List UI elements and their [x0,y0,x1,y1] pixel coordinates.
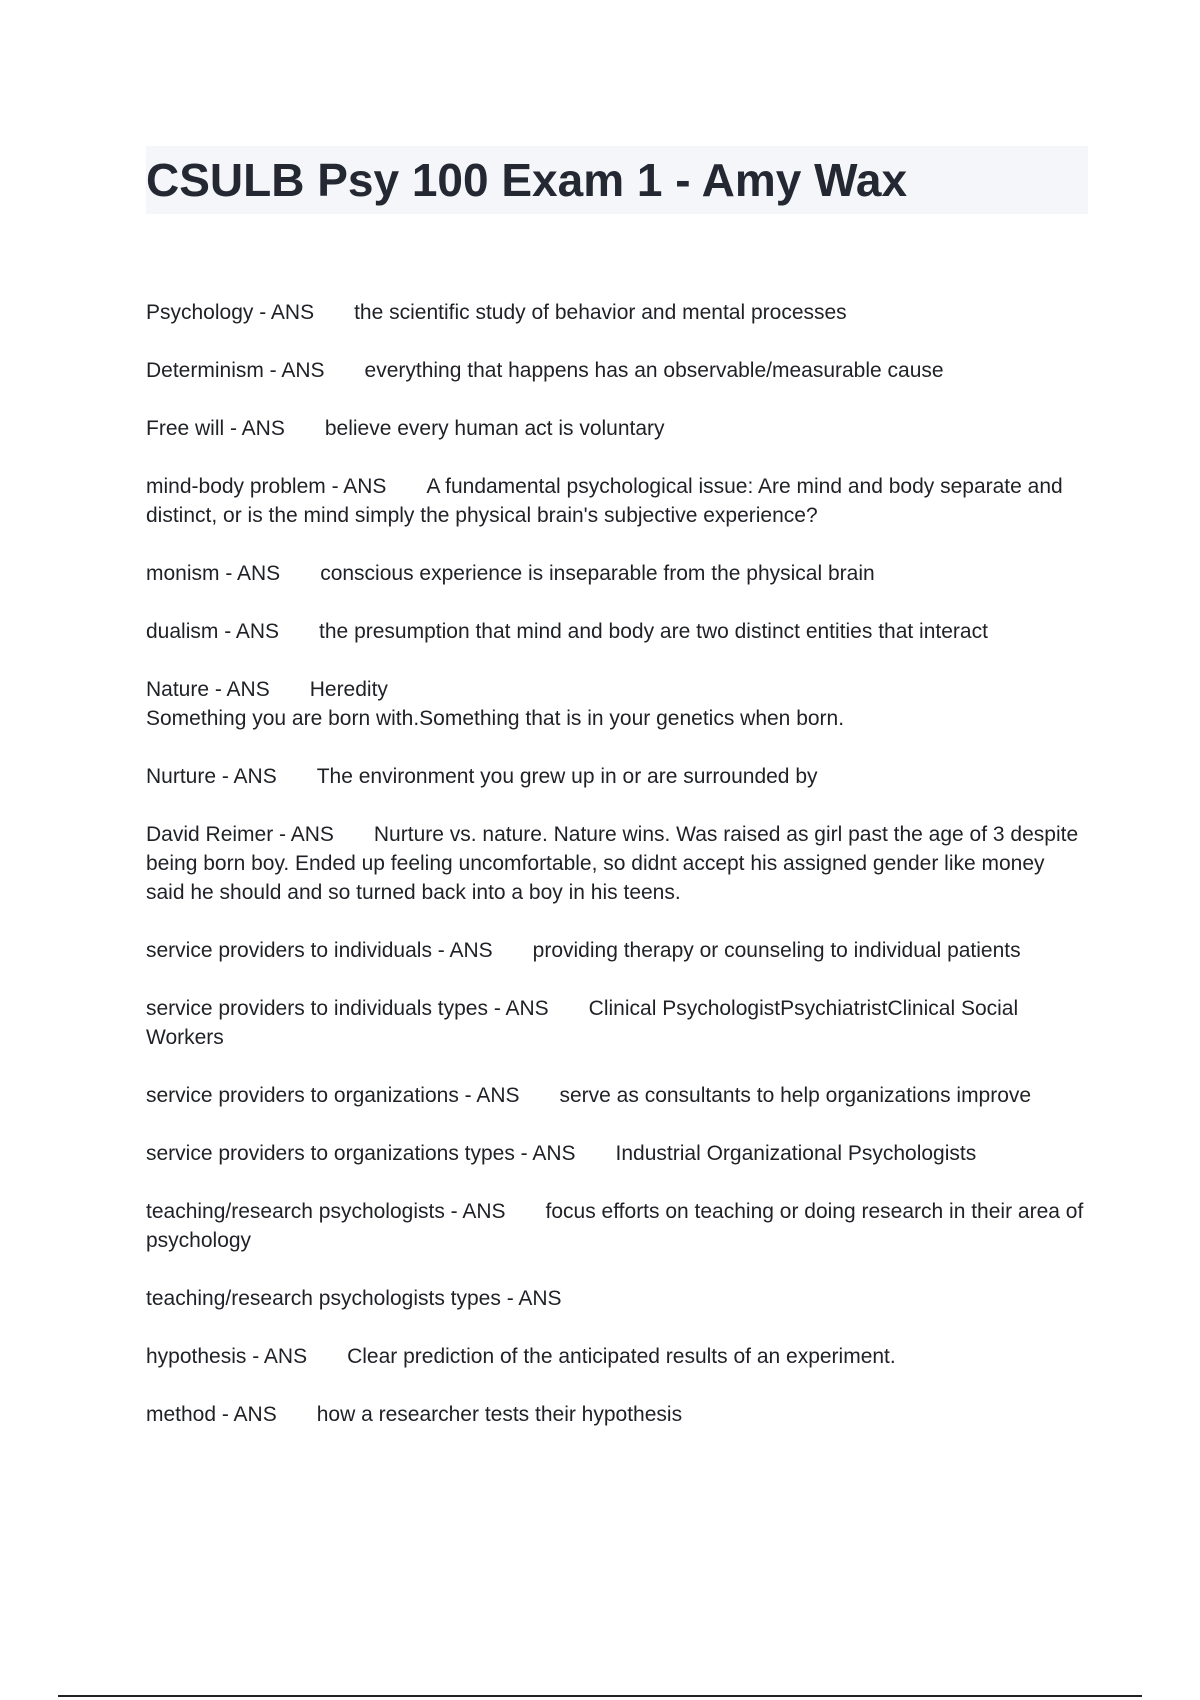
entry-term: Determinism - ANS [146,359,325,382]
entry-definition: Heredity Something you are born with.Something that is in your genetics when born. [146,678,845,730]
flashcard-entry [146,298,1086,327]
title-banner [146,146,1088,214]
entry-term: service providers to individuals types - ANS [146,997,549,1020]
flashcard-entry [146,472,1086,530]
entry-term: David Reimer - ANS [146,823,334,846]
entry-term: teaching/research psychologists types - ANS [146,1287,562,1310]
entry-definition: the presumption that mind and body are two distinct entities that interact [319,620,988,643]
entry-definition: Industrial Organizational Psychologists [615,1142,977,1165]
entry-term: monism - ANS [146,562,281,585]
flashcard-entry [146,1197,1090,1255]
entry-definition: focus efforts on teaching or doing research in their area of psychology [146,1200,1090,1252]
entry-term: service providers to organizations - ANS [146,1084,520,1107]
entry-definition: The environment you grew up in or are surrounded by [316,765,818,788]
entry-term: Nature - ANS [146,678,270,701]
flashcard-entry [146,994,1086,1052]
entry-term: service providers to individuals - ANS [146,939,493,962]
entry-definition: how a researcher tests their hypothesis [316,1403,683,1426]
entry-definition: Clinical PsychologistPsychiatristClinical Social Workers [146,997,1025,1049]
entry-term: Free will - ANS [146,417,285,440]
flashcard-entry [146,675,1086,733]
entry-term: dualism - ANS [146,620,280,643]
flashcard-entry [146,1400,1086,1429]
entry-definition: conscious experience is inseparable from the physical brain [320,562,875,585]
flashcard-entry [146,1081,1086,1110]
flashcard-entry [146,559,1086,588]
flashcard-list [146,298,1090,1458]
page-title: CSULB Psy 100 Exam 1 - Amy Wax [146,154,908,206]
entry-term: Psychology - ANS [146,301,315,324]
entry-definition: believe every human act is voluntary [324,417,665,440]
flashcard-entry [146,414,1086,443]
flashcard-entry [146,1139,1086,1168]
flashcard-entry [146,762,1086,791]
entry-term: mind-body problem - ANS [146,475,387,498]
entry-definition: providing therapy or counseling to individual patients [532,939,1021,962]
entry-definition: everything that happens has an observable/measurable cause [364,359,944,382]
entry-definition: Clear prediction of the anticipated results of an experiment. [347,1345,896,1368]
footer-divider [58,1695,1142,1697]
flashcard-entry [146,1342,1086,1371]
entry-definition: A fundamental psychological issue: Are mind and body separate and distinct, or is the mind simply the physical brain's subjective experience? [146,475,1069,527]
entry-term: Nurture - ANS [146,765,277,788]
entry-definition: Nurture vs. nature. Nature wins. Was raised as girl past the age of 3 despite being born boy. Ended up feeling uncomfortable, so didnt accept his assigned gender like money said he should and so turned back into a boy in his teens. [146,823,1084,904]
entry-term: method - ANS [146,1403,277,1426]
entry-definition: the scientific study of behavior and mental processes [354,301,847,324]
flashcard-entry [146,936,1086,965]
entry-term: service providers to organizations types - ANS [146,1142,576,1165]
flashcard-entry [146,617,1086,646]
flashcard-entry [146,820,1086,907]
entry-definition: serve as consultants to help organizations improve [559,1084,1032,1107]
flashcard-entry [146,356,1086,385]
entry-term: teaching/research psychologists - ANS [146,1200,506,1223]
flashcard-entry [146,1284,1086,1313]
entry-term: hypothesis - ANS [146,1345,308,1368]
